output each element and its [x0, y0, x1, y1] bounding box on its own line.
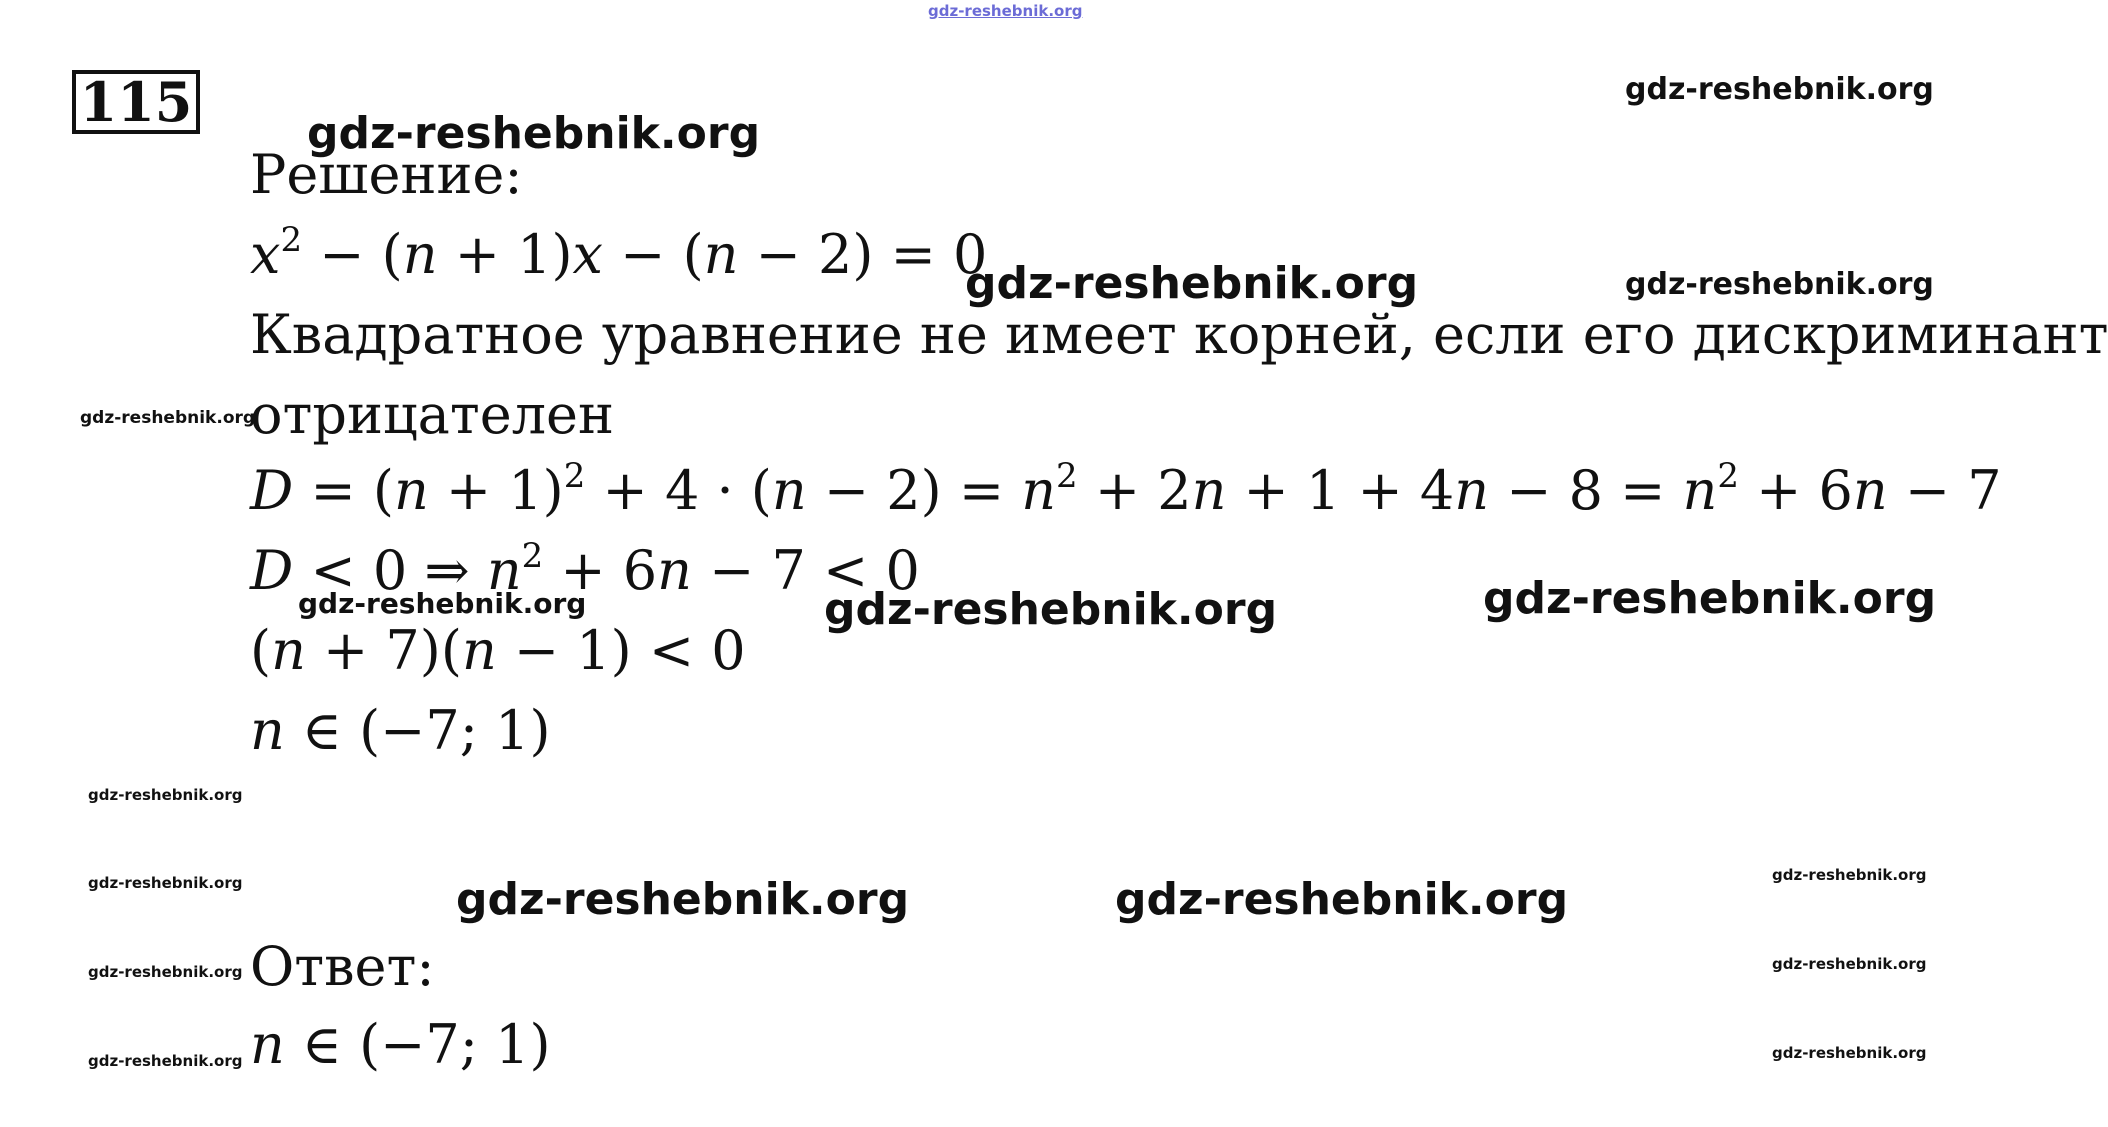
d-var: n: [1191, 459, 1227, 522]
eq-var: n: [703, 223, 739, 286]
d-var: n: [771, 459, 807, 522]
ans-var: n: [250, 1013, 285, 1076]
watermark: gdz-reshebnik.org: [1483, 573, 1937, 624]
d-part: + 4 · (: [585, 459, 772, 522]
d-exp: 2: [1717, 456, 1739, 496]
watermark: gdz-reshebnik.org: [80, 408, 256, 428]
answer-value: [250, 1013, 551, 1076]
watermark: gdz-reshebnik.org: [307, 108, 761, 159]
ineq-exp: 2: [521, 536, 544, 576]
fact-var: n: [271, 619, 306, 682]
header-watermark[interactable]: gdz-reshebnik.org: [928, 2, 1083, 20]
fact-part: − 1) < 0: [496, 619, 746, 682]
ineq-part: − 7 < 0: [691, 539, 920, 602]
fact-part: (: [250, 619, 272, 682]
watermark: gdz-reshebnik.org: [1772, 1044, 1927, 1062]
eq-var: x: [572, 223, 604, 286]
d-part: − 2) =: [806, 459, 1022, 522]
d-part: − 7: [1887, 459, 2002, 522]
d-part: − 8 =: [1489, 459, 1683, 522]
d-var: n: [1852, 459, 1888, 522]
solution-heading: Решение:: [250, 143, 523, 206]
ineq-var: n: [657, 539, 692, 602]
answer-heading: Ответ:: [250, 935, 435, 998]
watermark: gdz-reshebnik.org: [1772, 955, 1927, 973]
d-exp: 2: [563, 456, 586, 496]
watermark: gdz-reshebnik.org: [965, 258, 1419, 309]
d-var: D: [250, 459, 294, 522]
watermark: gdz-reshebnik.org: [298, 587, 587, 620]
d-part: + 1): [428, 459, 564, 522]
task-number: 115: [72, 70, 200, 134]
watermark: gdz-reshebnik.org: [824, 584, 1278, 635]
eq-part: − (: [603, 223, 704, 286]
eq-part: + 1): [437, 223, 573, 286]
d-var: n: [393, 459, 429, 522]
factored-inequality: [250, 619, 746, 682]
ineq-var: D: [250, 539, 294, 602]
inequality: [250, 536, 920, 602]
d-part: + 1 + 4: [1226, 459, 1455, 522]
d-exp: 2: [1056, 456, 1078, 496]
watermark: gdz-reshebnik.org: [1772, 866, 1927, 884]
d-part: = (: [293, 459, 394, 522]
solution-result: [250, 699, 551, 762]
watermark: gdz-reshebnik.org: [1625, 267, 1934, 302]
discriminant-formula: [250, 456, 2002, 522]
eq-var: n: [402, 223, 438, 286]
d-part: + 6: [1738, 459, 1853, 522]
ineq-var: n: [486, 539, 522, 602]
fact-part: + 7)(: [305, 619, 462, 682]
watermark: gdz-reshebnik.org: [88, 1052, 243, 1070]
watermark: gdz-reshebnik.org: [456, 874, 910, 925]
d-part: + 2: [1077, 459, 1192, 522]
ans-part: ∈ (−7; 1): [284, 1013, 551, 1076]
eq-part: − (: [302, 223, 403, 286]
eq-exp: 2: [280, 220, 303, 260]
watermark: gdz-reshebnik.org: [88, 963, 243, 981]
watermark: gdz-reshebnik.org: [88, 786, 243, 804]
ineq-part: < 0 ⇒: [293, 539, 487, 602]
ineq-part: + 6: [543, 539, 658, 602]
watermark: gdz-reshebnik.org: [1625, 72, 1934, 107]
d-var: n: [1454, 459, 1490, 522]
d-var: n: [1021, 459, 1057, 522]
fact-var: n: [461, 619, 497, 682]
res-part: ∈ (−7; 1): [284, 699, 551, 762]
explanation-line-2: отрицателен: [250, 383, 614, 446]
d-var: n: [1682, 459, 1718, 522]
res-var: n: [250, 699, 285, 762]
eq-var: x: [250, 223, 281, 286]
eq-part: − 2) = 0: [738, 223, 988, 286]
watermark: gdz-reshebnik.org: [88, 874, 243, 892]
explanation-line-1: Квадратное уравнение не имеет корней, если его дискриминант: [250, 303, 2108, 366]
watermark: gdz-reshebnik.org: [1115, 874, 1569, 925]
quadratic-equation: [250, 220, 988, 286]
